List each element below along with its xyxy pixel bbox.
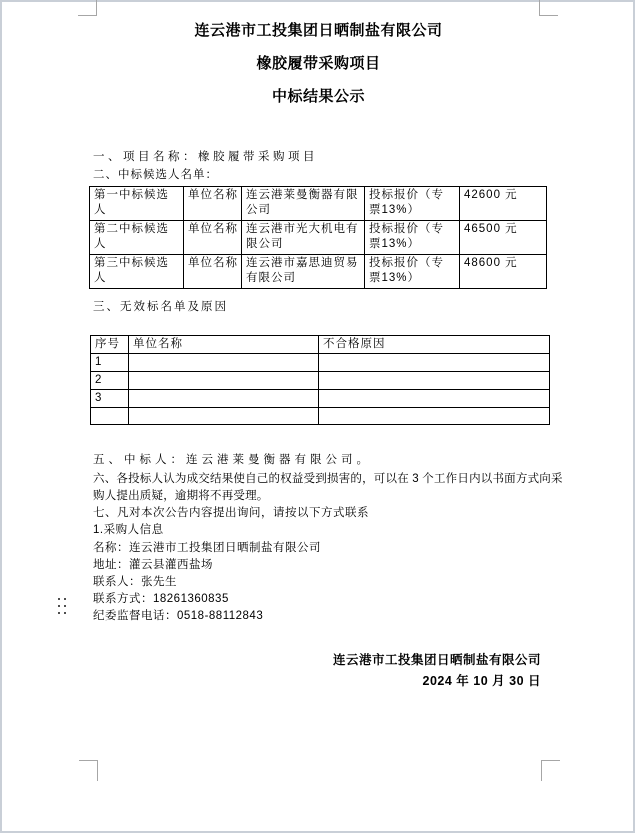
candidate-row-2 — [90, 221, 547, 255]
cell-seq: 3 — [91, 390, 129, 408]
cell-seq — [91, 408, 129, 425]
signature-block — [333, 653, 541, 695]
doc-title-company: 连云港市工投集团日晒制盐有限公司 — [194, 22, 443, 39]
cell-unit-label: 单位名称 — [184, 221, 242, 255]
candidate-table — [89, 186, 547, 289]
header-seq: 序号 — [91, 336, 129, 354]
cell-reason — [319, 372, 550, 390]
document-title-block — [48, 23, 589, 122]
invalid-table-row-1 — [91, 354, 550, 372]
signature-date: 2024 年 10 月 30 日 — [422, 674, 541, 688]
cell-company: 连云港莱曼衡器有限公司 — [242, 187, 365, 221]
cell-reason — [319, 354, 550, 372]
drag-handle-icon[interactable] — [58, 598, 66, 614]
cell-unit-label: 单位名称 — [184, 187, 242, 221]
header-unit-name: 单位名称 — [129, 336, 319, 354]
cell-unit-name — [129, 408, 319, 425]
cell-rank: 第一中标候选人 — [90, 187, 184, 221]
section-objection-line-2: 购人提出质疑，逾期将不再受理。 — [93, 490, 269, 502]
contact-phone: 联系方式：18261360835 — [93, 593, 229, 605]
section-objection-line-1: 六、各投标人认为成交结果使自己的权益受到损害的，可以在 3 个工作日内以书面方式向采 — [93, 473, 563, 485]
purchaser-name: 名称：连云港市工投集团日晒制盐有限公司 — [93, 542, 321, 554]
cell-company: 连云港市光大机电有限公司 — [242, 221, 365, 255]
cell-price-label: 投标报价（专票13%） — [365, 221, 460, 255]
cell-seq: 1 — [91, 354, 129, 372]
cell-price: 48600 元 — [460, 255, 547, 289]
candidate-row-1 — [90, 187, 547, 221]
margin-mark-top-left-icon — [78, 0, 97, 16]
section-invalid-bids-heading: 三、无效标名单及原因 — [93, 301, 228, 313]
cell-rank: 第二中标候选人 — [90, 221, 184, 255]
cell-unit-name — [129, 354, 319, 372]
doc-title-project: 橡胶履带采购项目 — [256, 55, 381, 72]
cell-price-label: 投标报价（专票13%） — [365, 255, 460, 289]
cell-price: 46500 元 — [460, 221, 547, 255]
invalid-table-header-row — [91, 336, 550, 354]
section-winner: 五、中标人：连云港莱曼衡器有限公司。 — [93, 454, 372, 466]
section-project-name: 一、项目名称：橡胶履带采购项目 — [93, 151, 318, 163]
purchaser-address: 地址：灌云县灌西盐场 — [93, 559, 213, 571]
invalid-table-row-2 — [91, 372, 550, 390]
margin-mark-bottom-left-icon — [79, 760, 98, 781]
cell-price-label: 投标报价（专票13%） — [365, 187, 460, 221]
header-reason: 不合格原因 — [319, 336, 550, 354]
contact-person: 联系人：张先生 — [93, 576, 177, 588]
cell-reason — [319, 390, 550, 408]
doc-title-announcement: 中标结果公示 — [271, 88, 365, 105]
purchaser-info-heading: 1.采购人信息 — [93, 524, 164, 536]
cell-reason — [319, 408, 550, 425]
cell-company: 连云港市嘉思迪贸易有限公司 — [242, 255, 365, 289]
supervision-phone: 纪委监督电话：0518-88112843 — [93, 610, 264, 622]
cell-rank: 第三中标候选人 — [90, 255, 184, 289]
candidate-row-3 — [90, 255, 547, 289]
margin-mark-bottom-right-icon — [541, 760, 560, 781]
section-candidate-list-heading: 二、中标候选人名单： — [93, 169, 218, 181]
cell-unit-name — [129, 390, 319, 408]
cell-unit-label: 单位名称 — [184, 255, 242, 289]
signature-company: 连云港市工投集团日晒制盐有限公司 — [332, 653, 541, 667]
section-inquiry: 七、凡对本次公告内容提出询问，请按以下方式联系 — [93, 507, 369, 519]
cell-price: 42600 元 — [460, 187, 547, 221]
cell-seq: 2 — [91, 372, 129, 390]
invalid-table-row-3 — [91, 390, 550, 408]
margin-mark-top-right-icon — [539, 0, 558, 16]
cell-unit-name — [129, 372, 319, 390]
invalid-table-row-4 — [91, 408, 550, 425]
invalid-bids-table — [90, 335, 550, 425]
